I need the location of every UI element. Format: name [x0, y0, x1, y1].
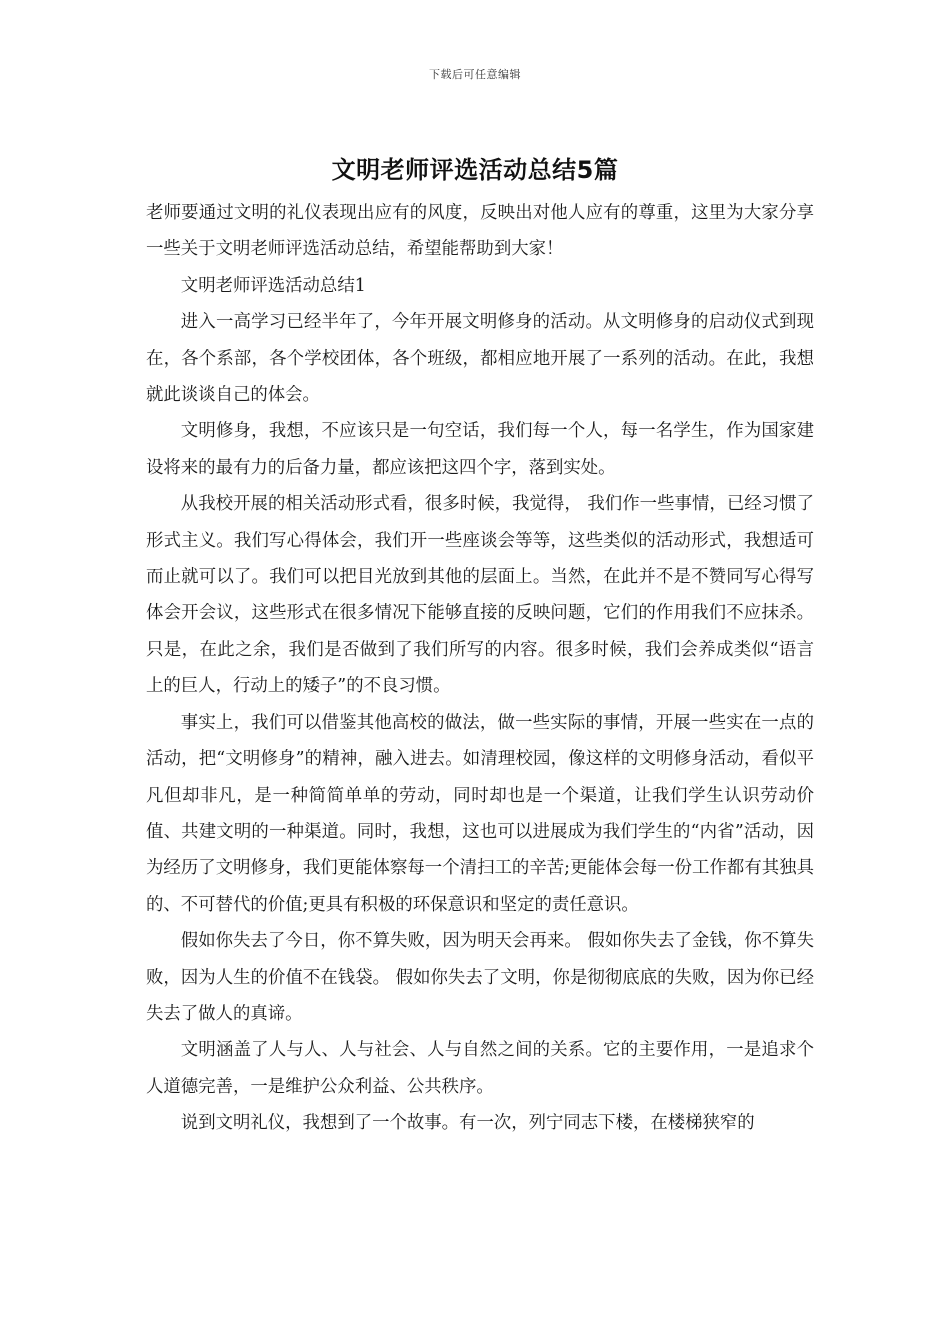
document-body — [146, 195, 814, 1142]
paragraph: 进入一高学习已经半年了，今年开展文明修身的活动。从文明修身的启动仪式到现在，各个系部，各个学校团体，各个班级，都相应地开展了一系列的活动。在此，我想就此谈谈自己的体会。 — [146, 312, 814, 406]
header-note: 下载后可任意编辑 — [429, 68, 521, 81]
page-title: 文明老师评选活动总结5篇 — [331, 156, 619, 184]
section-heading: 文明老师评选活动总结1 — [180, 275, 366, 296]
paragraph: 文明涵盖了人与人、人与社会、人与自然之间的关系。它的主要作用，一是追求个人道德完善，一是维护公众利益、公共秩序。 — [146, 1040, 814, 1097]
paragraph: 文明修身，我想，不应该只是一句空话，我们每一个人，每一名学生，作为国家建设将来的最有力的后备力量，都应该把这四个字，落到实处。 — [146, 421, 814, 478]
intro-paragraph: 老师要通过文明的礼仪表现出应有的风度，反映出对他人应有的尊重，这里为大家分享一些关于文明老师评选活动总结，希望能帮助到大家！ — [146, 203, 814, 260]
paragraph: 假如你失去了今日，你不算失败，因为明天会再来。 假如你失去了金钱，你不算失败，因为人生的价值不在钱袋。 假如你失去了文明，你是彻彻底底的失败，因为你已经失去了做人的真谛。 — [146, 931, 814, 1024]
paragraph: 说到文明礼仪，我想到了一个故事。有一次，列宁同志下楼，在楼梯狭窄的 — [180, 1113, 755, 1134]
paragraph: 从我校开展的相关活动形式看，很多时候，我觉得， 我们作一些事情，已经习惯了形式主义。我们写心得体会，我们开一些座谈会等等，这些类似的活动形式，我想适可而止就可以了。我们可以把目光放到其他的层面上。当然，在此并不是不赞同写心得写体会开会议，这些形式在很多情况下能够直接的反映问题，它们的作用我们不应抹杀。只是，在此之余，我们是否做到了我们所写的内容。很多时候，我们会养成类似“语言上的巨人，行动上的矮子”的不良习惯。 — [146, 494, 814, 697]
paragraph: 事实上，我们可以借鉴其他高校的做法，做一些实际的事情，开展一些实在一点的活动，把“文明修身”的精神，融入进去。如清理校园，像这样的文明修身活动，看似平凡但却非凡，是一种简简单单的劳动，同时却也是一个渠道，让我们学生认识劳动价值、共建文明的一种渠道。同时，我想，这也可以进展成为我们学生的“内省”活动，因为经历了文明修身，我们更能体察每一个清扫工的辛苦;更能体会每一份工作都有其独具的、不可替代的价值;更具有积极的环保意识和坚定的责任意识。 — [146, 712, 814, 915]
